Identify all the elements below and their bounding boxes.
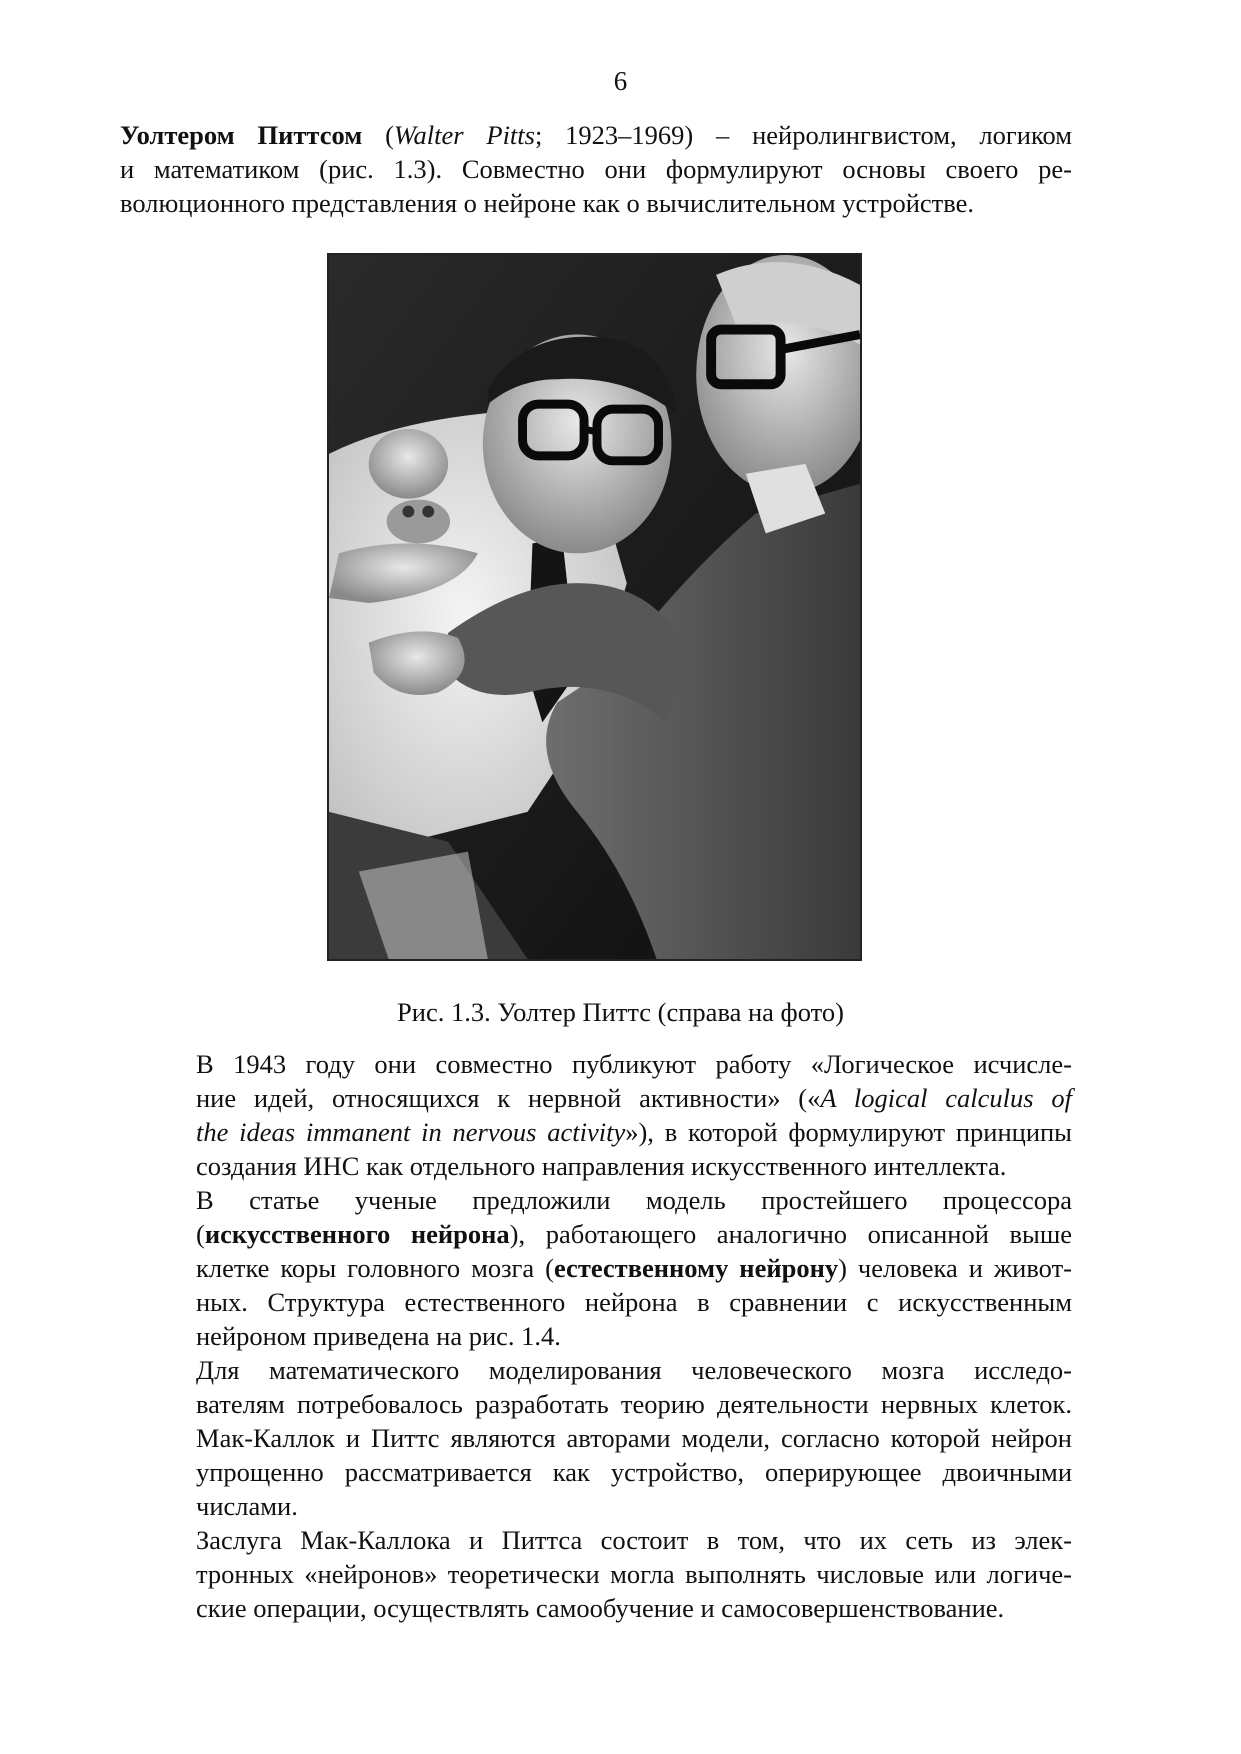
text-run: клетке коры головного мозга ( (196, 1253, 554, 1283)
text-line (120, 1149, 1072, 1183)
intro-paragraph (120, 118, 1072, 220)
body-text (120, 1047, 1072, 1625)
text-run: вателям потребовалось разработать теорию деятельности нервных клеток. (196, 1389, 1072, 1419)
text-line (120, 152, 1072, 186)
text-run: тронных «нейронов» теоретически могла выполнять числовые или логиче- (196, 1559, 1072, 1589)
text-run: Заслуга Мак-Каллока и Питтса состоит в том, что их сеть из элек- (196, 1525, 1072, 1555)
text-line (120, 1353, 1072, 1387)
text-line (120, 1115, 1072, 1149)
page-number: 6 (613, 66, 628, 96)
text-run: упрощенно рассматривается как устройство, оперирующее двоичными (196, 1457, 1072, 1487)
text-run: и математиком (рис. 1.3). Совместно они формулируют основы своего ре- (120, 154, 1072, 184)
text-line (120, 1217, 1072, 1251)
text-line (120, 1591, 1072, 1625)
text-run: ) человека и живот- (838, 1253, 1072, 1283)
italic-text: Walter Pitts (393, 120, 535, 150)
text-run: ние идей, относящихся к нервной активности» (« (196, 1083, 821, 1113)
figure-caption: Рис. 1.3. Уолтер Питтс (справа на фото) (397, 997, 844, 1027)
photo-illustration (329, 255, 860, 959)
bold-text: искусственного нейрона (204, 1219, 510, 1249)
bold-text: естественному нейрону (553, 1253, 839, 1283)
figure-photo (327, 253, 862, 961)
paragraph (120, 1523, 1072, 1625)
intro-text (120, 118, 1072, 220)
italic-text: the ideas immanent in nervous activity (196, 1117, 626, 1147)
text-run: ские операции, осуществлять самообучение и самосовершенствование. (196, 1593, 1005, 1623)
text-line (120, 1421, 1072, 1455)
text-run: числами. (196, 1491, 298, 1521)
text-line (120, 1387, 1072, 1421)
text-run: ( (362, 120, 394, 150)
text-line (120, 1081, 1072, 1115)
text-line (120, 1319, 1072, 1353)
text-line (120, 1251, 1072, 1285)
text-run: создания ИНС как отдельного направления искусственного интеллекта. (196, 1151, 1007, 1181)
text-run: Для математического моделирования человеческого мозга исследо- (196, 1355, 1072, 1385)
text-run: ных. Структура естественного нейрона в сравнении с искусственным (196, 1287, 1072, 1317)
text-line (120, 186, 1072, 220)
paragraph (120, 1183, 1072, 1353)
text-run: ( (196, 1219, 205, 1249)
text-run: ; 1923–1969) – нейролингвистом, логиком (534, 120, 1072, 150)
text-run: волюционного представления о нейроне как о вычислительном устройстве. (120, 188, 974, 218)
text-run: В статье ученые предложили модель простейшего процессора (196, 1185, 1072, 1215)
text-line (120, 1557, 1072, 1591)
text-run: В 1943 году они совместно публикуют работу «Логическое исчисле- (196, 1049, 1072, 1079)
text-run: »), в которой формулируют принципы (625, 1117, 1072, 1147)
text-line (120, 1183, 1072, 1217)
text-line (120, 1455, 1072, 1489)
text-line (120, 1047, 1072, 1081)
text-line (120, 1489, 1072, 1523)
text-run: Мак-Каллок и Питтс являются авторами модели, согласно которой нейрон (196, 1423, 1072, 1453)
text-line (120, 1285, 1072, 1319)
text-line (120, 1523, 1072, 1557)
text-run: ), работающего аналогично описанной выше (509, 1219, 1072, 1249)
paragraph (120, 1047, 1072, 1183)
bold-text: Уолтером Питтсом (120, 120, 363, 150)
italic-text: A logical calculus of (820, 1083, 1072, 1113)
text-run: нейроном приведена на рис. 1.4. (196, 1321, 561, 1351)
text-line (120, 118, 1072, 152)
paragraph (120, 1353, 1072, 1523)
